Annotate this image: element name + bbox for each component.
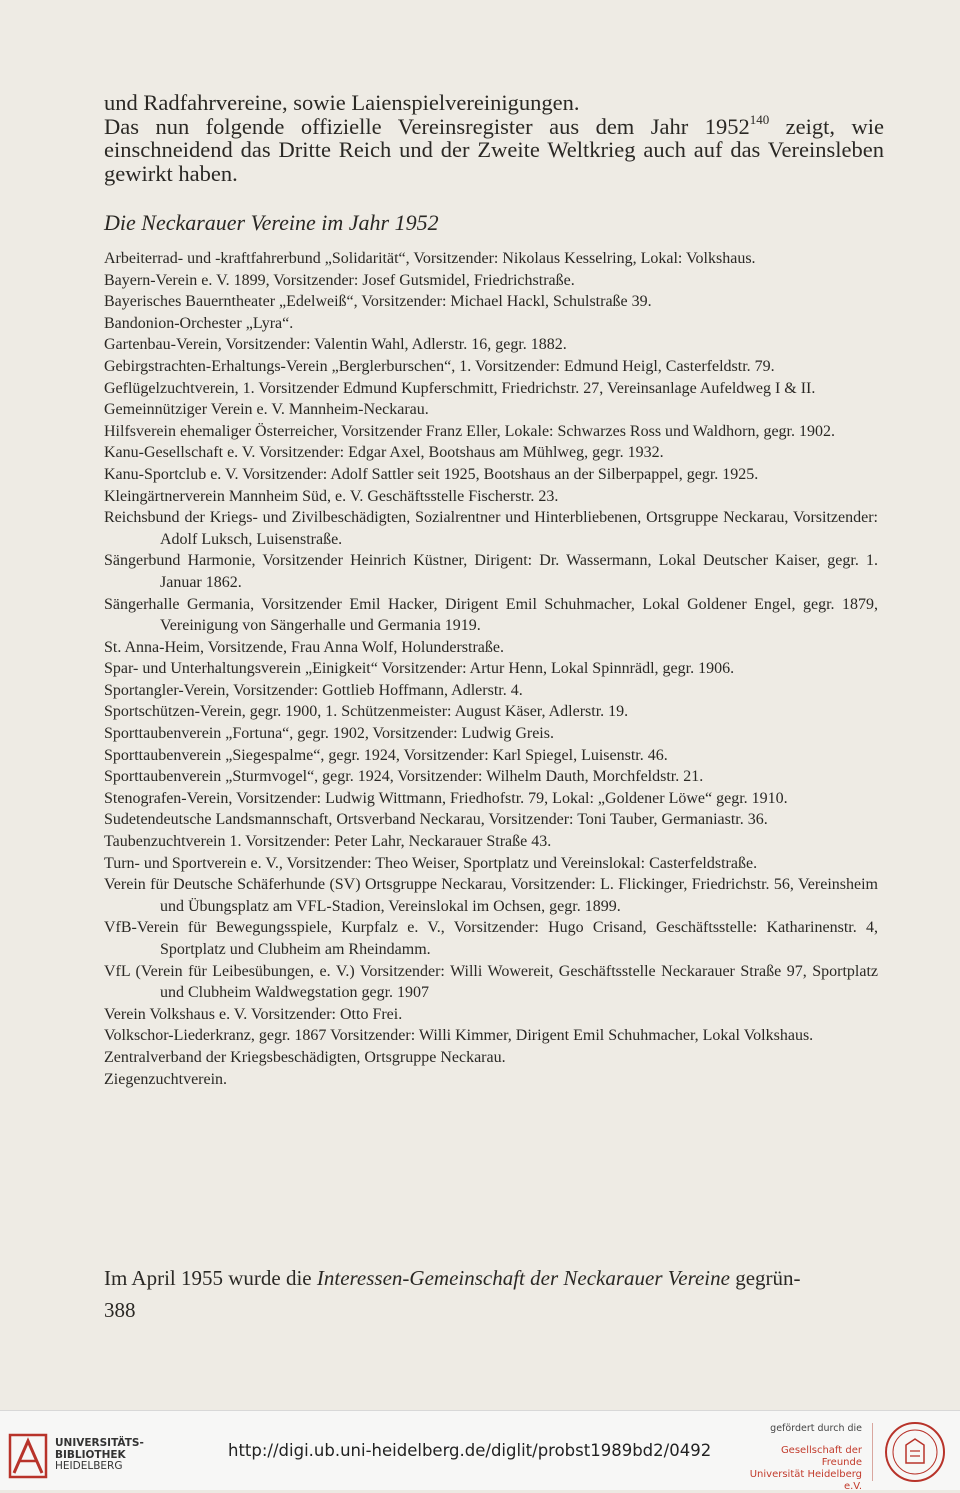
list-item: Zentralverband der Kriegsbeschädigten, Ortsgruppe Neckarau. [104,1048,506,1066]
list-item: Verein für Deutsche Schäferhunde (SV) Ortsgruppe Neckarau, Vorsitzender: L. Flickinger, Friedrichstr. 56, Vereinsheim und Übungsplatz am VFL-Stadion, Vereinslokal im Ochsen, gegr. 1899. [104,876,878,915]
sponsor-name-line-1: Gesellschaft der Freunde [780,1445,862,1468]
closing-text-end: gegrün- [729,1266,801,1290]
closing-paragraph [104,1266,878,1290]
list-item: Kanu-Gesellschaft e. V. Vorsitzender: Edgar Axel, Bootshaus am Mühlweg, gegr. 1932. [104,444,664,462]
list-item: Arbeiterrad- und -kraftfahrerbund „Solidarität“, Vorsitzender: Nikolaus Kesselring, Lokal: Volkshaus. [104,250,756,267]
list-item: Sporttaubenverein „Siegespalme“, gegr. 1924, Vorsitzender: Karl Spiegel, Luisenstr. 46. [104,746,668,764]
list-item: Reichsbund der Kriegs- und Zivilbeschädigten, Sozialrentner und Hinterbliebenen, Ortsgruppe Neckarau, Vorsitzender: Adolf Luksch, Luisenstraße. [104,509,878,548]
library-name-line-3: HEIDELBERG [55,1460,123,1472]
list-item: Sängerbund Harmonie, Vorsitzender Heinrich Küstner, Dirigent: Dr. Wassermann, Lokal Deutscher Kaiser, gegr. 1. Januar 1862. [104,552,878,591]
closing-text-start: Im April 1955 wurde die [104,1266,317,1290]
list-item: Sportschützen-Verein, gegr. 1900, 1. Schützenmeister: August Käser, Adlerstr. 19. [104,703,629,721]
list-item: Kanu-Sportclub e. V. Vorsitzender: Adolf Sattler seit 1925, Bootshaus an der Silberpappel, gegr. 1925. [104,465,759,483]
document-url-link[interactable]: http://digi.ub.uni-heidelberg.de/diglit/probst1989bd2/0492 [228,1441,712,1460]
club-register-list [104,248,878,1090]
page-number: 388 [104,1298,136,1322]
section-heading: Die Neckarauer Vereine im Jahr 1952 [104,210,439,235]
library-name [55,1438,144,1473]
list-item: Sporttaubenverein „Fortuna“, gegr. 1902, Vorsitzender: Ludwig Greis. [104,725,554,743]
list-item: Hilfsverein ehemaliger Österreicher, Vorsitzender Franz Eller, Lokale: Schwarzes Ross und Waldhorn, gegr. 1902. [104,422,835,440]
list-item: Gemeinnütziger Verein e. V. Mannheim-Neckarau. [104,401,429,419]
intro-line-1: und Radfahrvereine, sowie Laienspielvereinigungen. [104,90,580,115]
list-item: Bandonion-Orchester „Lyra“. [104,314,294,332]
viewer-footer [0,1410,960,1490]
list-item: Gebirgstrachten-Erhaltungs-Verein „Berglerburschen“, 1. Vorsitzender: Edmund Heigl, Casterfeldstr. 79. [104,357,775,375]
list-item: Taubenzuchtverein 1. Vorsitzender: Peter Lahr, Neckarauer Straße 43. [104,833,552,851]
university-seal-icon [884,1421,946,1483]
intro-text-before-footnote: Das nun folgende offizielle Vereinsregister aus dem Jahr 1952 [104,113,750,139]
list-item: Geflügelzuchtverein, 1. Vorsitzender Edmund Kupferschmitt, Friedrichstr. 27, Vereinsanlage Aufeldweg I & II. [104,379,816,397]
list-item: Spar- und Unterhaltungsverein „Einigkeit“ Vorsitzender: Artur Henn, Lokal Spinnrädl, gegr. 1906. [104,660,735,678]
list-item: Sportangler-Verein, Vorsitzender: Gottlieb Hoffmann, Adlerstr. 4. [104,681,523,699]
list-item: Kleingärtnerverein Mannheim Süd, e. V. Geschäftsstelle Fischerstr. 23. [104,487,559,505]
sponsor-caption: gefördert durch die [770,1423,862,1434]
intro-paragraph [104,91,884,185]
footer-divider [872,1423,873,1481]
list-item: Verein Volkshaus e. V. Vorsitzender: Otto Frei. [104,1005,403,1023]
list-item: Stenografen-Verein, Vorsitzender: Ludwig Wittmann, Friedhofstr. 79, Lokal: „Goldener Löwe“ gegr. 1910. [104,789,788,807]
library-name-line-1: UNIVERSITÄTS- [55,1437,144,1449]
library-name-line-2: BIBLIOTHEK [55,1448,126,1461]
intro-paragraph-2 [104,111,884,186]
list-item: VfB-Verein für Bewegungsspiele, Kurpfalz e. V., Vorsitzender: Hugo Crisand, Geschäftsstelle: Katharinenstr. 4, Sportplatz und Clubheim am Rheindamm. [104,919,878,958]
university-library-logo-icon [8,1433,48,1479]
intro-text-after-footnote: zeigt, wie einschneidend das Dritte Reich und der Zweite Weltkrieg auch auf das Vereinsleben gewirkt haben. [104,113,884,186]
closing-italic-title: Interessen-Gemeinschaft der Neckarauer Vereine [316,1266,730,1290]
list-item: St. Anna-Heim, Vorsitzende, Frau Anna Wolf, Holunderstraße. [104,638,504,656]
list-item: VfL (Verein für Leibesübungen, e. V.) Vorsitzender: Willi Wowereit, Geschäftsstelle Neckarauer Straße 97, Sportplatz und Clubheim Waldwegstation gegr. 1907 [104,962,878,1002]
list-item: Ziegenzuchtverein. [104,1070,228,1088]
list-item: Volkschor-Liederkranz, gegr. 1867 Vorsitzender: Willi Kimmer, Dirigent Emil Schuhmacher, Lokal Volkshaus. [104,1027,814,1045]
sponsor-name-line-2: Universität Heidelberg e.V. [749,1469,862,1492]
list-item: Bayerisches Bauerntheater „Edelweiß“, Vorsitzender: Michael Hackl, Schulstraße 39. [104,293,652,311]
footnote-marker: 140 [749,111,770,127]
list-item: Sporttaubenverein „Sturmvogel“, gegr. 1924, Vorsitzender: Wilhelm Dauth, Morchfeldstr. 21. [104,768,704,786]
list-item: Turn- und Sportverein e. V., Vorsitzender: Theo Weiser, Sportplatz und Vereinslokal: Casterfeldstraße. [104,854,758,872]
list-item: Sudetendeutsche Landsmannschaft, Ortsverband Neckarau, Vorsitzender: Toni Tauber, Germaniastr. 36. [104,811,768,829]
sponsor-block [742,1423,862,1493]
list-item: Sängerhalle Germania, Vorsitzender Emil Hacker, Dirigent Emil Schuhmacher, Lokal Goldener Engel, gegr. 1879, Vereinigung von Sängerhalle und Germania 1919. [104,595,878,635]
list-item: Gartenbau-Verein, Vorsitzender: Valentin Wahl, Adlerstr. 16, gegr. 1882. [104,336,567,354]
list-item: Bayern-Verein e. V. 1899, Vorsitzender: Josef Gutsmidel, Friedrichstraße. [104,271,575,289]
